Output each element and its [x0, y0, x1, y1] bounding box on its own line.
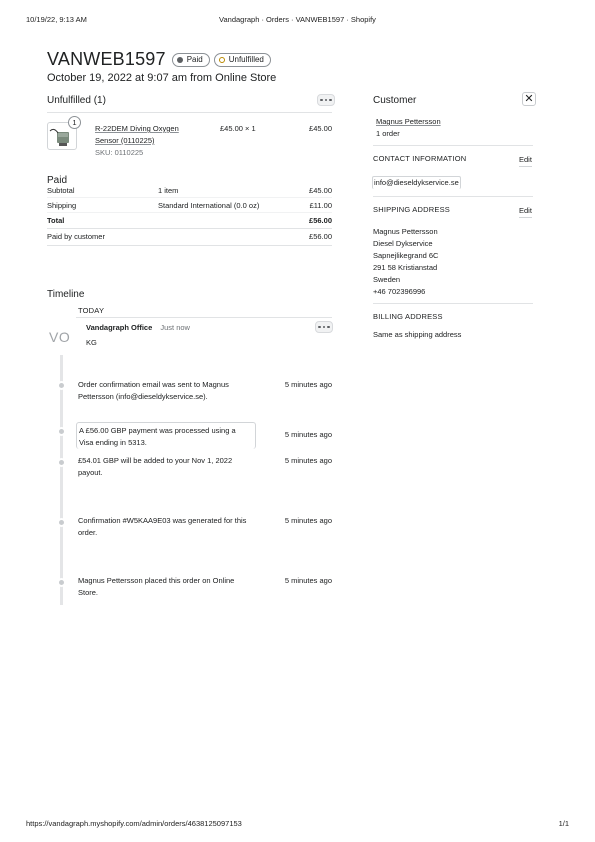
divider [47, 212, 332, 213]
comment-author: Vandagraph Office [86, 323, 153, 332]
customer-name[interactable]: Magnus Pettersson [376, 117, 441, 126]
timeline-event-dot-icon [57, 458, 66, 467]
customer-title: Customer [373, 95, 417, 106]
edit-shipping-address-button[interactable]: Edit [519, 205, 532, 218]
timeline-connector [60, 355, 63, 605]
event-text-line1: A £56.00 GBP payment was processed using a [79, 426, 236, 435]
timeline-event-dot-icon [57, 427, 66, 436]
payment-status-label: Paid [186, 55, 203, 64]
order-title: VANWEB1597 [47, 49, 166, 69]
comment-more-actions-icon[interactable] [315, 321, 333, 333]
customer-order-count: 1 order [376, 129, 400, 138]
paid-by-customer-label: Paid by customer [47, 232, 105, 241]
event-text-line2: Store. [78, 588, 99, 597]
timeline-event-time: 5 minutes ago [284, 456, 332, 465]
paid-dot-icon [177, 57, 183, 63]
shipping-amount: £11.00 [309, 201, 332, 210]
close-icon: ✕ [524, 92, 534, 105]
fulfillment-status-label: Unfulfilled [228, 55, 264, 64]
timeline-event-text [78, 455, 232, 479]
event-text-line2: payout. [78, 468, 103, 477]
billing-address-title: BILLING ADDRESS [373, 312, 443, 321]
divider [47, 228, 332, 229]
customer-email-link[interactable]: info@dieseldykservice.se [374, 178, 459, 187]
divider [47, 112, 332, 113]
timeline-event-text [78, 379, 229, 403]
shipping-country: Sweden [373, 275, 401, 284]
customer-name-link[interactable] [376, 116, 441, 140]
line-item-name[interactable] [95, 123, 179, 159]
shipping-phone: +46 702396996 [373, 287, 426, 296]
divider [373, 196, 533, 197]
total-label: Total [47, 216, 65, 225]
paid-title: Paid [47, 175, 68, 186]
timeline-event-dot-icon [57, 518, 66, 527]
divider [76, 317, 332, 318]
shipping-detail: Standard International (0.0 oz) [158, 201, 260, 210]
event-text-line2: Visa ending in 5313. [79, 438, 147, 447]
divider [373, 145, 533, 146]
total-amount: £56.00 [309, 216, 332, 225]
event-text-line1: Order confirmation email was sent to Magnus [78, 380, 229, 389]
print-page-title: Vandagraph · Orders · VANWEB1597 · Shopify [219, 15, 376, 24]
shipping-label: Shipping [47, 201, 77, 210]
shipping-address-block [373, 226, 438, 298]
comment-text: KG [86, 338, 97, 347]
timeline-event-time: 5 minutes ago [284, 380, 332, 389]
shipping-name: Magnus Pettersson [373, 227, 438, 236]
divider [47, 245, 332, 246]
print-footer-url: https://vandagraph.myshopify.com/admin/orders/4638125097153 [26, 819, 242, 828]
shipping-address-title: SHIPPING ADDRESS [373, 205, 450, 214]
unfulfilled-title: Unfulfilled (1) [47, 95, 106, 106]
line-item-total: £45.00 [309, 124, 332, 133]
order-subtitle: October 19, 2022 at 9:07 am from Online Store [47, 72, 277, 84]
fulfillment-status-badge [214, 53, 271, 67]
divider [47, 197, 332, 198]
comment-header [86, 322, 190, 334]
event-text-line1: £54.01 GBP will be added to your Nov 1, 2022 [78, 456, 233, 465]
timeline-event-time: 5 minutes ago [284, 576, 332, 585]
comment-time: Just now [160, 323, 190, 332]
unfulfilled-more-actions-icon[interactable] [317, 94, 335, 106]
contact-information-title: CONTACT INFORMATION [373, 154, 467, 163]
timeline-event-dot-icon [57, 381, 66, 390]
timeline-event-time: 5 minutes ago [284, 516, 332, 525]
timeline-title: Timeline [47, 289, 85, 300]
event-text-line1: Magnus Pettersson placed this order on Online [78, 576, 235, 585]
timeline-day-label: TODAY [78, 306, 105, 315]
item-quantity-badge: 1 [68, 116, 81, 129]
subtotal-detail: 1 item [158, 186, 179, 195]
comment-author-avatar: VO [49, 329, 71, 345]
shipping-postal-city: 291 58 Kristianstad [373, 263, 438, 272]
subtotal-label: Subtotal [47, 186, 75, 195]
divider [373, 303, 533, 304]
timeline-event-text[interactable] [76, 422, 256, 449]
line-item-price-qty: £45.00 × 1 [220, 124, 256, 133]
timeline-event-dot-icon [57, 578, 66, 587]
print-footer-page-count: 1/1 [558, 819, 569, 828]
paid-by-customer-amount: £56.00 [309, 232, 332, 241]
event-text-line1: Confirmation #W5KAA9E03 was generated for this [78, 516, 247, 525]
unfulfilled-dot-icon [219, 57, 225, 63]
line-item-sku: SKU: 0110225 [95, 148, 144, 157]
shipping-street: Sapnejlikegrand 6C [373, 251, 439, 260]
subtotal-amount: £45.00 [309, 186, 332, 195]
line-item-name-line1[interactable]: R-22DEM Diving Oxygen [95, 124, 179, 133]
line-item-name-line2[interactable]: Sensor (0110225) [95, 136, 155, 145]
edit-contact-button[interactable]: Edit [519, 154, 532, 167]
remove-customer-button[interactable] [522, 92, 536, 106]
billing-address-text: Same as shipping address [373, 330, 462, 339]
timeline-event-text [78, 515, 246, 539]
event-text-line2: order. [78, 528, 98, 537]
shipping-company: Diesel Dykservice [373, 239, 433, 248]
timeline-event-time: 5 minutes ago [284, 430, 332, 439]
payment-status-badge [172, 53, 210, 67]
event-text-line2: Pettersson (info@dieseldykservice.se). [78, 392, 208, 401]
timeline-event-text [78, 575, 234, 599]
print-datetime: 10/19/22, 9:13 AM [26, 15, 87, 24]
order-header [47, 49, 271, 70]
